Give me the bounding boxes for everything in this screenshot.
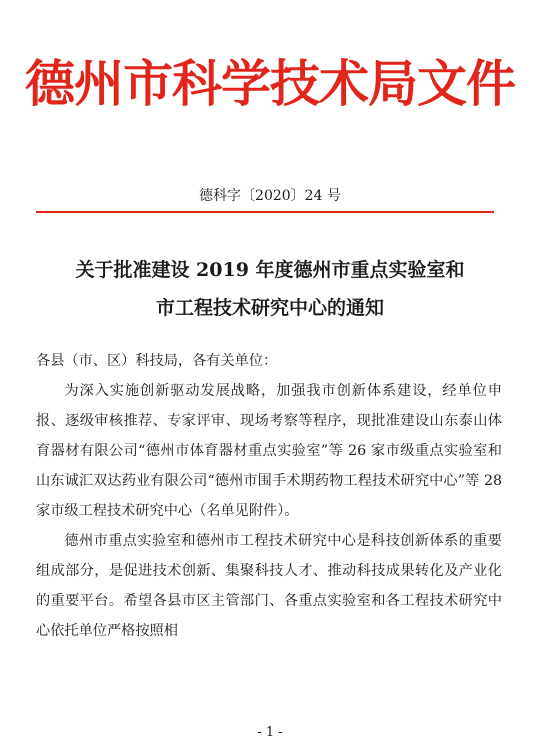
document-header-title: 德州市科学技术局文件	[25, 54, 515, 113]
document-number: 德科字〔2020〕24 号	[199, 188, 341, 204]
notice-title-line2: 市工程技术研究中心的通知	[155, 297, 384, 319]
page-number: - 1 -	[257, 725, 283, 740]
notice-body	[36, 346, 502, 646]
header-divider	[36, 211, 494, 213]
body-paragraph-1: 为深入实施创新驱动发展战略，加强我市创新体系建设，经单位申报、逐级审核推荐、专家评审、现场考察等程序，现批准建设山东泰山体育器材有限公司“德州市体育器材重点实验室”等 26 家市级重点实验室和山东诚汇双达药业有限公司“德州市围手术期药物工程技术研究中心”等 28 家市级工程技术研究中心（名单见附件）。	[36, 383, 502, 519]
notice-title	[20, 251, 520, 327]
salutation: 各县（市、区）科技局，各有关单位：	[36, 353, 278, 369]
notice-title-line1: 关于批准建设 2019 年度德州市重点实验室和	[75, 259, 465, 281]
body-paragraph-2: 德州市重点实验室和德州市工程技术研究中心是科技创新体系的重要组成部分，是促进技术创新、集聚科技人才、推动科技成果转化及产业化的重要平台。希望各县市区主管部门、各重点实验室和各工程技术研究中心依托单位严格按照相	[36, 533, 502, 639]
